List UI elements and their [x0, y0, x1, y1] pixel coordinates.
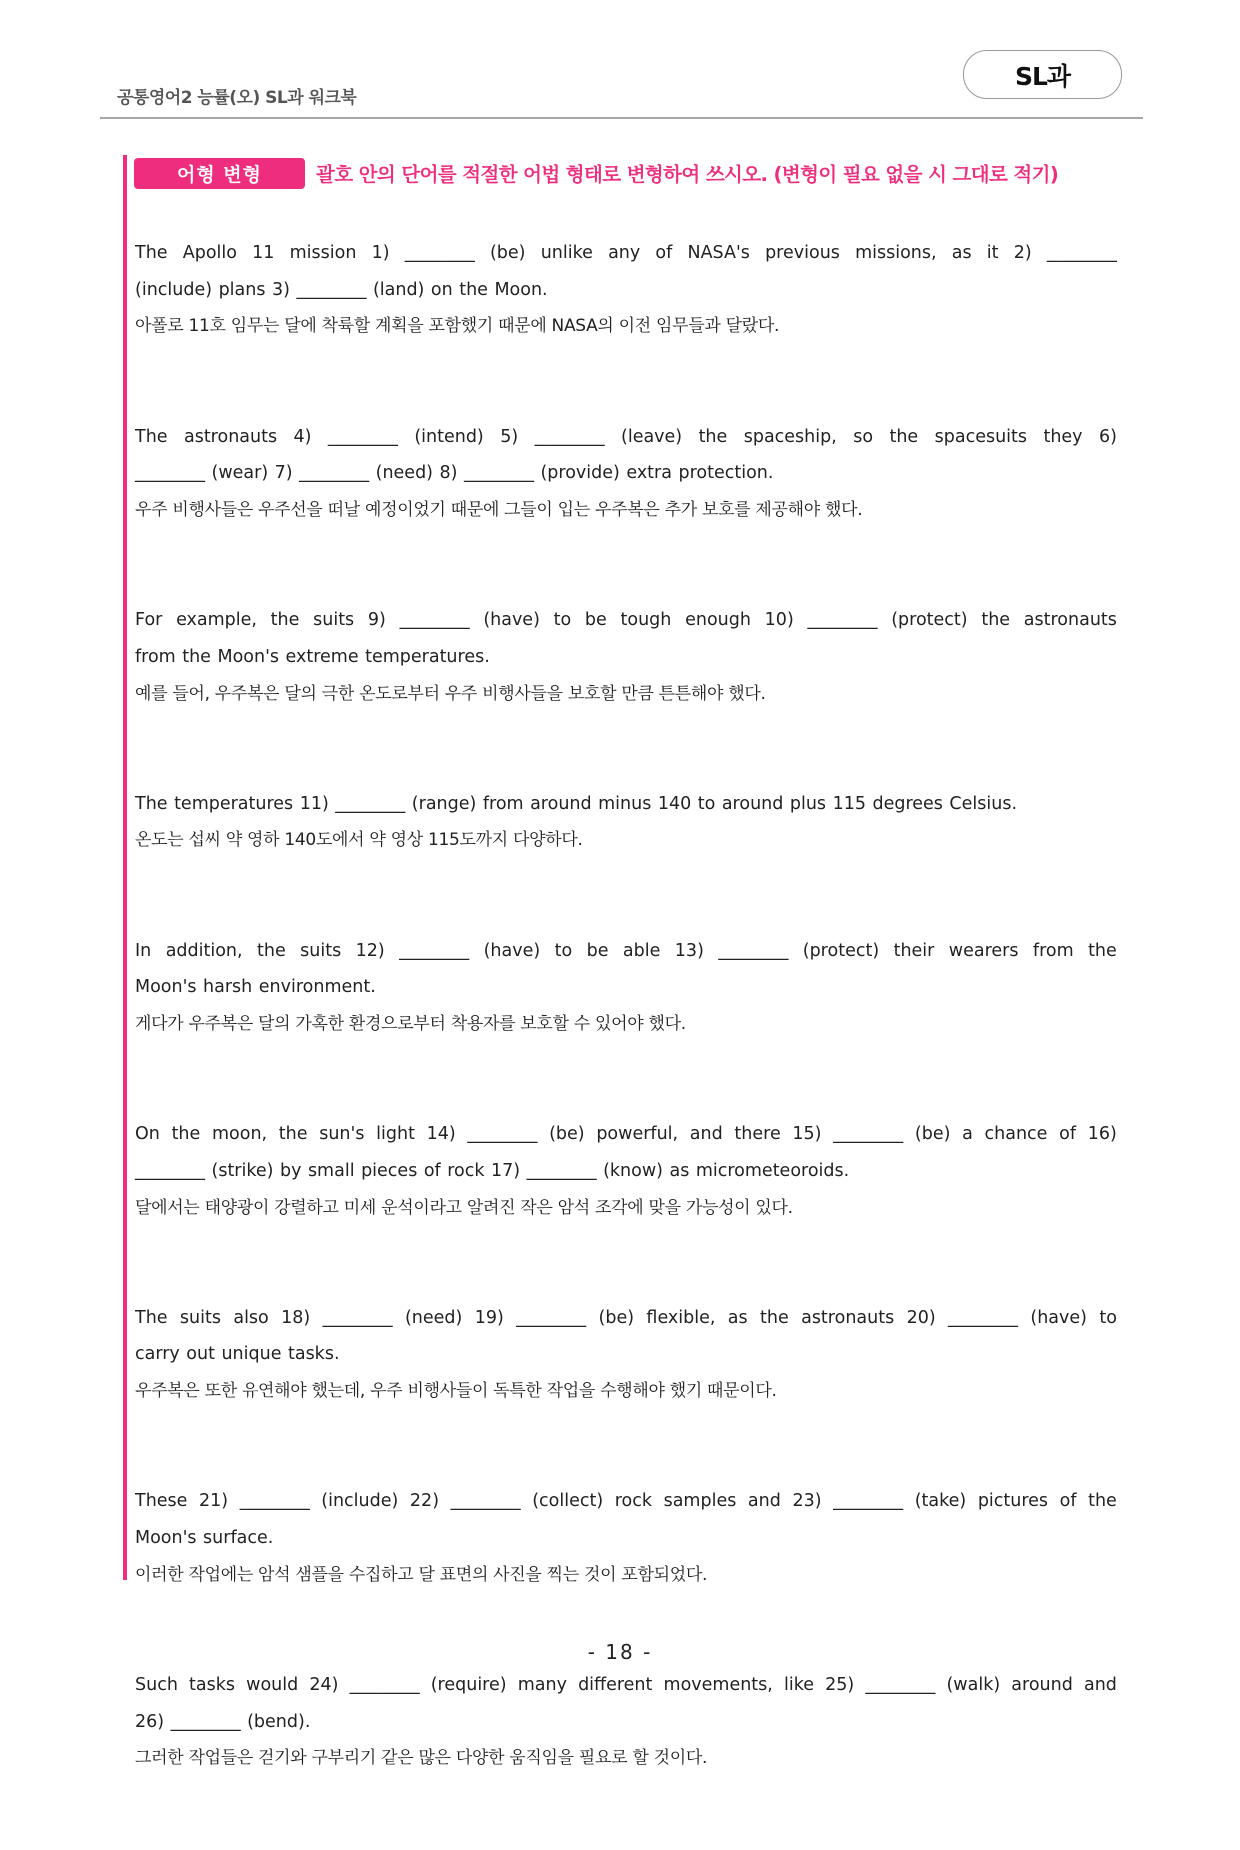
korean-translation: 우주 비행사들은 우주선을 떠날 예정이었기 때문에 그들이 입는 우주복은 추가 보호를 제공해야 했다. — [135, 499, 863, 520]
answer-blank[interactable]: ________ — [299, 463, 370, 484]
exercise-paragraph — [135, 1300, 1117, 1410]
word: (include) — [135, 279, 213, 300]
korean-translation: 달에서는 태양광이 강렬하고 미세 운석이라고 알려진 작은 암석 조각에 맞을 가능성이 있다. — [135, 1197, 793, 1218]
word: (have) — [1030, 1307, 1087, 1328]
word: samples — [663, 1491, 737, 1512]
word: (wear) — [211, 463, 269, 484]
korean-translation: 온도는 섭씨 약 영하 140도에서 약 영상 115도까지 다양하다. — [135, 830, 583, 851]
answer-blank[interactable]: ________ — [463, 463, 534, 484]
word: 19) — [474, 1307, 504, 1328]
english-sentence-line — [135, 1153, 1117, 1190]
word: the — [760, 1307, 789, 1328]
word: On — [135, 1124, 160, 1145]
exercise-paragraph — [135, 602, 1117, 712]
answer-blank[interactable]: ________ — [322, 1307, 393, 1328]
word: powerful, — [596, 1124, 679, 1145]
word: (walk) — [946, 1674, 1001, 1695]
answer-blank[interactable]: ________ — [399, 610, 470, 631]
answer-blank[interactable]: ________ — [135, 1160, 205, 1181]
answer-blank[interactable]: ________ — [534, 426, 605, 447]
word: the — [889, 426, 919, 447]
word: be — [584, 610, 607, 631]
word: and — [747, 1491, 781, 1512]
english-sentence-line — [135, 1704, 1117, 1741]
word: addition, — [165, 940, 243, 961]
word: (collect) — [532, 1491, 604, 1512]
answer-blank[interactable]: ________ — [467, 1124, 538, 1145]
english-sentence-line — [135, 1300, 1117, 1337]
word: 11 — [252, 243, 275, 263]
word: For — [135, 610, 163, 631]
word: 5) — [500, 426, 519, 447]
word: (protect) — [891, 610, 968, 631]
word: 6) — [1098, 426, 1117, 447]
korean-translation: 아폴로 11호 임무는 달에 착륙할 계획을 포함했기 때문에 NASA의 이전 임무들과 달랐다. — [135, 316, 780, 337]
word: from — [1032, 940, 1074, 961]
english-sentence-line — [135, 272, 1117, 309]
word: previous — [765, 243, 840, 263]
english-sentence-line — [135, 786, 1117, 823]
word: to — [553, 610, 572, 631]
word: astronauts — [183, 426, 278, 447]
word: tasks. — [287, 1344, 340, 1365]
word: the — [698, 426, 728, 447]
exercise-paragraph — [135, 1483, 1117, 1593]
word: 25) — [825, 1674, 855, 1695]
word: unlike — [540, 243, 593, 263]
word: around — [1011, 1674, 1073, 1695]
page-number: - 18 - — [587, 1640, 653, 1664]
word: temperatures — [174, 793, 294, 814]
word: (have) — [483, 610, 540, 631]
word: many — [517, 1674, 567, 1695]
answer-blank[interactable]: ________ — [948, 1307, 1019, 1328]
word: chance — [984, 1124, 1048, 1145]
word: of — [655, 243, 673, 263]
word: (be) — [598, 1307, 635, 1328]
word: of — [1059, 1124, 1077, 1145]
word: (know) — [603, 1160, 663, 1181]
answer-blank[interactable]: ________ — [239, 1491, 310, 1512]
word: 13) — [674, 940, 704, 961]
korean-translation: 이러한 작업에는 암석 샘플을 수집하고 달 표면의 사진을 찍는 것이 포함되었다. — [135, 1564, 708, 1585]
word: 12) — [355, 940, 385, 961]
word: on — [430, 279, 453, 300]
word: temperatures. — [365, 646, 490, 667]
english-sentence-line — [135, 1483, 1117, 1520]
section-heading — [134, 157, 1058, 189]
word: example, — [176, 610, 257, 631]
word: Moon. — [494, 279, 548, 300]
answer-blank[interactable]: ________ — [335, 793, 406, 814]
korean-translation: 그러한 작업들은 걷기와 구부리기 같은 많은 다양한 움직임을 필요로 할 것이다. — [135, 1748, 708, 1769]
word: able — [622, 940, 661, 961]
exercise-paragraph — [135, 1667, 1117, 1777]
answer-blank[interactable]: ________ — [170, 1711, 241, 1732]
word: 21) — [199, 1491, 229, 1512]
answer-blank[interactable]: ________ — [450, 1491, 521, 1512]
word: (need) — [404, 1307, 463, 1328]
word: micrometeoroids. — [695, 1160, 850, 1181]
word: by — [279, 1160, 302, 1181]
word: (range) — [411, 793, 477, 814]
word: These — [135, 1491, 188, 1512]
word: 7) — [274, 463, 293, 484]
word: the — [278, 1124, 308, 1145]
word: (have) — [483, 940, 541, 961]
word: and — [689, 1124, 723, 1145]
word: suits — [300, 940, 342, 961]
word: flexible, — [646, 1307, 716, 1328]
word: they — [1043, 426, 1083, 447]
word: (be) — [489, 243, 526, 263]
word: wearers — [948, 940, 1019, 961]
word: 22) — [409, 1491, 440, 1512]
word: their — [893, 940, 935, 961]
answer-blank[interactable]: ________ — [327, 426, 398, 447]
word: Moon's — [217, 646, 280, 667]
word: (strike) — [211, 1160, 274, 1181]
word: it — [986, 243, 999, 263]
english-sentence-line — [135, 1336, 1117, 1373]
answer-blank[interactable]: ________ — [349, 1674, 420, 1695]
word: spaceship, — [743, 426, 837, 447]
word: 3) — [271, 279, 290, 300]
answer-blank[interactable]: ________ — [865, 1674, 936, 1695]
header-divider — [100, 117, 1143, 119]
answer-blank[interactable]: ________ — [833, 1124, 904, 1145]
word: the — [1088, 1491, 1117, 1512]
section-badge: 어형 변형 — [134, 158, 305, 189]
answer-blank[interactable]: ________ — [718, 940, 789, 961]
word: Such — [135, 1674, 178, 1695]
word: 18) — [281, 1307, 311, 1328]
word: out — [186, 1344, 215, 1365]
english-sentence-line — [135, 1520, 1117, 1557]
word: unique — [221, 1344, 282, 1365]
word: from — [135, 646, 176, 667]
word: The — [135, 243, 168, 263]
word: 8) — [439, 463, 458, 484]
word: the — [270, 610, 300, 631]
word: The — [135, 793, 168, 814]
word: rock — [447, 1160, 485, 1181]
english-sentence-line — [135, 1667, 1117, 1704]
word: suits — [179, 1307, 221, 1328]
word: harsh — [203, 977, 253, 998]
word: enough — [685, 610, 751, 631]
word: of — [423, 1160, 441, 1181]
workbook-title: 공통영어2 능률(오) SL과 워크북 — [117, 88, 357, 108]
word: a — [962, 1124, 973, 1145]
word: Celsius. — [949, 793, 1018, 814]
word: tasks — [189, 1674, 236, 1695]
word: and — [1083, 1674, 1117, 1695]
word: extreme — [285, 646, 359, 667]
word: the — [981, 610, 1011, 631]
word: (leave) — [621, 426, 683, 447]
word: astronauts — [1023, 610, 1117, 631]
answer-blank[interactable]: ________ — [404, 243, 475, 263]
word: the — [257, 940, 286, 961]
word: 115 — [832, 793, 866, 814]
word: as — [951, 243, 972, 263]
english-sentence-line — [135, 969, 1117, 1006]
word: 10) — [764, 610, 794, 631]
word: (protect) — [802, 940, 880, 961]
lesson-pill: SL과 — [963, 50, 1122, 99]
word: extra — [626, 463, 672, 484]
answer-blank[interactable]: ________ — [833, 1491, 904, 1512]
korean-translation: 게다가 우주복은 달의 가혹한 환경으로부터 착용자를 보호할 수 있어야 했다. — [135, 1013, 686, 1034]
answer-blank[interactable]: ________ — [807, 610, 878, 631]
word: like — [783, 1674, 814, 1695]
word: Moon's — [135, 977, 197, 998]
word: 2) — [1013, 243, 1032, 263]
word: movements, — [663, 1674, 773, 1695]
word: there — [734, 1124, 781, 1145]
word: astronauts — [801, 1307, 895, 1328]
word: degrees — [872, 793, 943, 814]
english-sentence-line — [135, 933, 1117, 970]
word: 14) — [426, 1124, 456, 1145]
word: minus — [598, 793, 652, 814]
word: as — [669, 1160, 690, 1181]
korean-translation: 우주복은 또한 유연해야 했는데, 우주 비행사들이 독특한 작업을 수행해야 했기 때문이다. — [135, 1381, 777, 1402]
english-sentence-line — [135, 602, 1117, 639]
exercise-paragraph — [135, 419, 1117, 529]
word: (require) — [430, 1674, 507, 1695]
answer-blank[interactable]: ________ — [296, 279, 367, 300]
korean-translation: 예를 들어, 우주복은 달의 극한 온도로부터 우주 비행사들을 보호할 만큼 튼튼해야 했다. — [135, 683, 766, 704]
answer-blank[interactable]: ________ — [135, 463, 205, 484]
word: 11) — [299, 793, 329, 814]
word: around — [721, 793, 784, 814]
word: light — [376, 1124, 415, 1145]
word: the — [182, 646, 211, 667]
exercise-paragraph — [135, 933, 1117, 1043]
word: (include) — [321, 1491, 399, 1512]
word: (bend). — [247, 1711, 311, 1732]
english-sentence-line — [135, 455, 1117, 492]
word: suits — [313, 610, 355, 631]
word: 26) — [135, 1711, 165, 1732]
word: 9) — [367, 610, 386, 631]
english-sentence-line — [135, 419, 1117, 456]
word: so — [853, 426, 874, 447]
exercise-paragraph — [135, 786, 1117, 859]
section-accent-bar — [123, 155, 127, 1580]
word: (land) — [372, 279, 425, 300]
word: 24) — [309, 1674, 339, 1695]
word: also — [233, 1307, 269, 1328]
word: the — [1088, 940, 1117, 961]
word: 20) — [906, 1307, 936, 1328]
word: (intend) — [414, 426, 484, 447]
word: would — [246, 1674, 299, 1695]
exercise-paragraph — [135, 1116, 1117, 1226]
answer-blank[interactable]: ________ — [516, 1307, 587, 1328]
word: to — [1099, 1307, 1117, 1328]
answer-blank[interactable]: ________ — [1046, 243, 1117, 263]
word: to — [697, 793, 716, 814]
word: mission — [289, 243, 357, 263]
answer-blank[interactable]: ________ — [399, 940, 470, 961]
word: carry — [135, 1344, 180, 1365]
word: pieces — [361, 1160, 418, 1181]
word: different — [578, 1674, 653, 1695]
word: environment. — [258, 977, 376, 998]
word: small — [307, 1160, 355, 1181]
word: surface. — [203, 1527, 274, 1548]
word: as — [727, 1307, 748, 1328]
exercise-content — [135, 235, 1117, 1850]
word: (provide) — [540, 463, 620, 484]
section-instruction: 괄호 안의 단어를 적절한 어법 형태로 변형하여 쓰시오. (변형이 필요 없을 시 그대로 적기) — [316, 163, 1059, 186]
word: around — [530, 793, 592, 814]
word: to — [554, 940, 573, 961]
word: (be) — [914, 1124, 951, 1145]
word: plus — [789, 793, 827, 814]
word: protection. — [678, 463, 774, 484]
word: of — [1059, 1491, 1077, 1512]
word: tough — [620, 610, 672, 631]
answer-blank[interactable]: ________ — [526, 1160, 597, 1181]
word: (take) — [914, 1491, 967, 1512]
word: The — [135, 426, 168, 447]
word: 16) — [1087, 1124, 1117, 1145]
word: Moon's — [135, 1527, 197, 1548]
word: from — [482, 793, 524, 814]
word: The — [135, 1307, 168, 1328]
word: be — [586, 940, 609, 961]
word: plans — [218, 279, 266, 300]
word: the — [459, 279, 488, 300]
word: moon, — [211, 1124, 268, 1145]
exercise-paragraph — [135, 235, 1117, 345]
word: sun's — [319, 1124, 365, 1145]
word: In — [135, 940, 152, 961]
word: missions, — [855, 243, 937, 263]
word: 17) — [490, 1160, 521, 1181]
word: 4) — [293, 426, 312, 447]
word: any — [608, 243, 641, 263]
word: spacesuits — [934, 426, 1028, 447]
word: 1) — [371, 243, 390, 263]
word: NASA's — [687, 243, 750, 263]
word: (need) — [375, 463, 434, 484]
word: rock — [614, 1491, 653, 1512]
word: Apollo — [182, 243, 237, 263]
word: 15) — [792, 1124, 822, 1145]
word: pictures — [977, 1491, 1049, 1512]
word: 140 — [657, 793, 692, 814]
word: the — [171, 1124, 201, 1145]
word: (be) — [549, 1124, 585, 1145]
english-sentence-line — [135, 639, 1117, 676]
english-sentence-line — [135, 235, 1117, 272]
english-sentence-line — [135, 1116, 1117, 1153]
word: 23) — [792, 1491, 822, 1512]
